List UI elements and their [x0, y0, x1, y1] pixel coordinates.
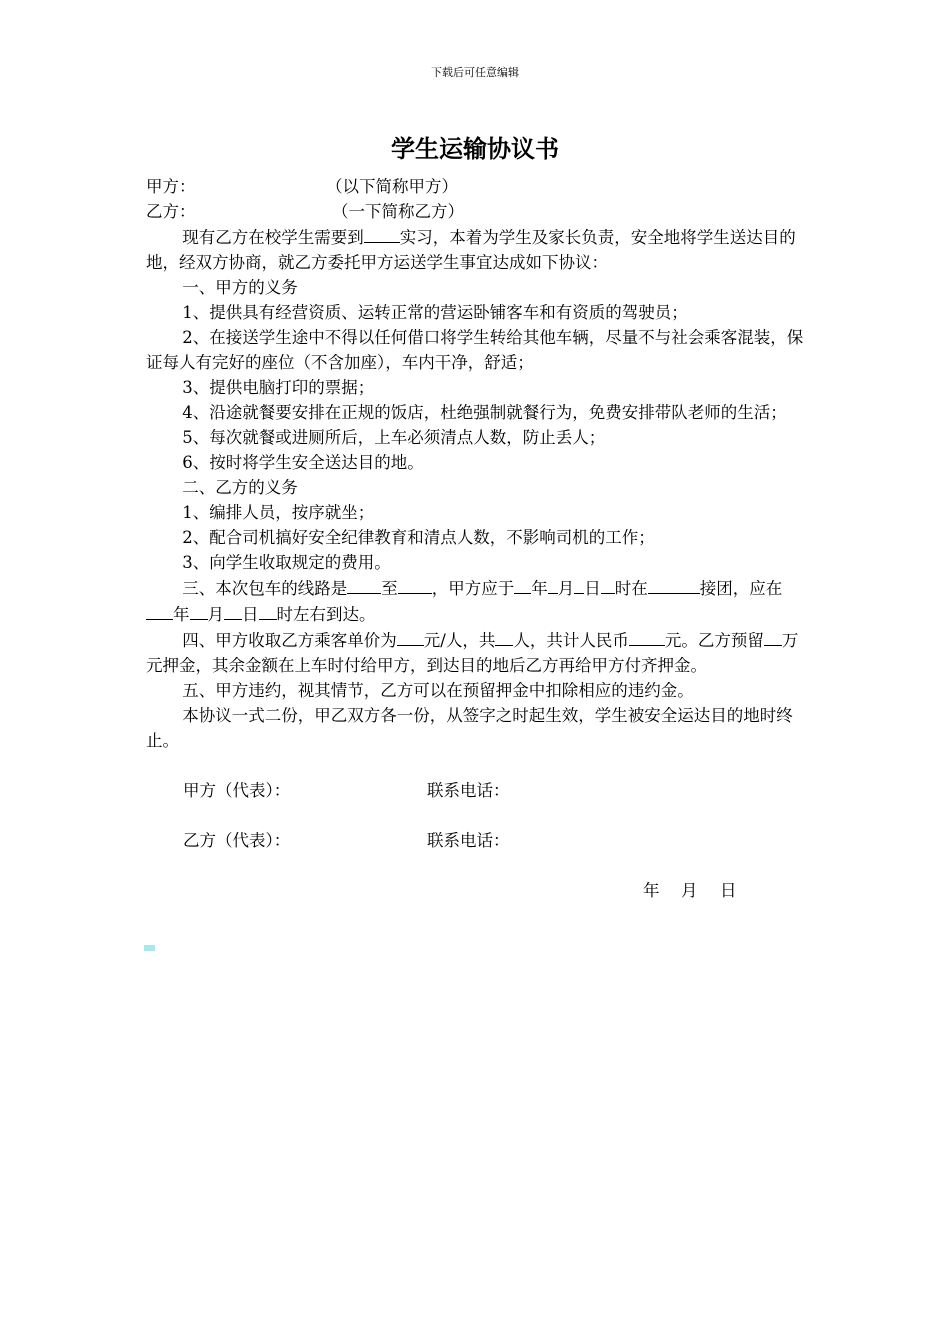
arrival-month-blank: [190, 601, 208, 620]
party-b-label: 乙方：: [146, 202, 196, 221]
arrival-hour-blank: [259, 601, 277, 620]
date-row: [146, 878, 806, 903]
section1-item: 2、在接送学生途中不得以任何借口将学生转给其他车辆，尽量不与社会乘客混装，保证每人有完好的座位（不含加座），车内干净，舒适；: [146, 328, 804, 372]
section3-text: 至: [381, 579, 398, 598]
party-a-phone-label: 联系电话：: [427, 781, 510, 800]
pickup-month-blank: [548, 575, 558, 594]
section3-text: 时左右到达。: [276, 605, 376, 624]
section5-paragraph: 五、甲方违约，视其情节，乙方可以在预留押金中扣除相应的违约金。: [182, 681, 694, 700]
spacer: [146, 803, 806, 828]
agreement-body: [146, 174, 806, 903]
section2-item: 3、向学生收取规定的费用。: [182, 553, 391, 572]
passenger-count-blank: [495, 627, 513, 646]
section1-item: 3、提供电脑打印的票据；: [182, 378, 375, 397]
spacer: [146, 753, 806, 778]
section3-text: 日: [584, 579, 601, 598]
party-b-phone-label: 联系电话：: [427, 831, 510, 850]
unit-price-blank: [397, 627, 424, 646]
intro-paragraph: [146, 224, 806, 275]
arrival-year-blank: [146, 601, 173, 620]
section1-item: 6、按时将学生安全送达目的地。: [182, 453, 424, 472]
spacer: [146, 853, 806, 878]
arrival-day-blank: [224, 601, 242, 620]
party-a-label: 甲方：: [146, 177, 196, 196]
anchor-marker: [144, 945, 155, 951]
section4-paragraph: [146, 627, 806, 678]
party-a-signature-row: [146, 778, 806, 803]
section3-paragraph: [146, 575, 806, 627]
section3-text: 月: [207, 605, 224, 624]
section2-heading: 二、乙方的义务: [182, 478, 298, 497]
party-b-note: （一下简称乙方）: [332, 202, 464, 221]
destination-blank: [364, 224, 400, 243]
pickup-year-blank: [514, 575, 531, 594]
section3-text: 年: [531, 579, 548, 598]
total-amount-blank: [629, 627, 665, 646]
section3-text: 月: [557, 579, 575, 598]
party-b-signature-row: [146, 828, 806, 853]
party-b-line: [146, 199, 806, 224]
party-a-note: （以下简称甲方）: [326, 177, 458, 196]
section4-text: 元/人，共: [423, 631, 496, 650]
section3-text: 年: [173, 605, 190, 624]
pickup-place-blank: [648, 575, 700, 594]
document-title: 学生运输协议书: [391, 134, 559, 163]
section4-text: 人，共计人民币: [513, 631, 629, 650]
deposit-blank: [764, 627, 782, 646]
section1-item: 4、沿途就餐要安排在正规的饭店，杜绝强制就餐行为，免费安排带队老师的生活；: [182, 403, 787, 422]
route-end-blank: [398, 575, 432, 594]
section1-item: 1、提供具有经营资质、运转正常的营运卧铺客车和有资质的驾驶员；: [182, 303, 688, 322]
date-year-label: 年: [643, 881, 660, 900]
closing-paragraph: 本协议一式二份，甲乙双方各一份，从签字之时起生效，学生被安全运达目的地时终止。: [146, 706, 793, 750]
pickup-hour-blank: [601, 575, 615, 594]
section2-item: 1、编排人员，按序就坐；: [182, 503, 375, 522]
intro-text-before: 现有乙方在校学生需要到: [182, 228, 364, 247]
section4-text: 元。乙方预留: [664, 631, 764, 650]
party-a-representative-label: 甲方（代表）：: [183, 781, 291, 800]
pickup-day-blank: [574, 575, 584, 594]
party-a-line: [146, 174, 806, 199]
section4-text: 万元押金，其余金额在上车时付给甲方，到达目的地后乙方再给甲方付齐押金。: [146, 631, 799, 675]
section3-text: 时在: [614, 579, 648, 598]
section1-heading: 一、甲方的义务: [182, 278, 298, 297]
date-month-label: 月: [681, 881, 698, 900]
route-start-blank: [347, 575, 381, 594]
section3-text: 日: [242, 605, 259, 624]
section1-item: 5、每次就餐或进厕所后，上车必须清点人数，防止丢人；: [182, 428, 606, 447]
intro-text-after: 实习，本着为学生及家长负责，安全地将学生送达目的地，经双方协商，就乙方委托甲方运送学生事宜达成如下协议：: [146, 228, 796, 272]
section2-item: 2、配合司机搞好安全纪律教育和清点人数，不影响司机的工作；: [182, 528, 655, 547]
header-note: 下载后可任意编辑: [431, 66, 519, 79]
section4-text: 四、甲方收取乙方乘客单价为: [182, 631, 397, 650]
party-b-representative-label: 乙方（代表）：: [183, 831, 291, 850]
section3-text: 接团，应在: [699, 579, 783, 598]
date-day-label: 日: [720, 881, 737, 900]
section3-text: 三、本次包车的线路是: [182, 579, 348, 598]
section3-text: ，甲方应于: [431, 579, 515, 598]
